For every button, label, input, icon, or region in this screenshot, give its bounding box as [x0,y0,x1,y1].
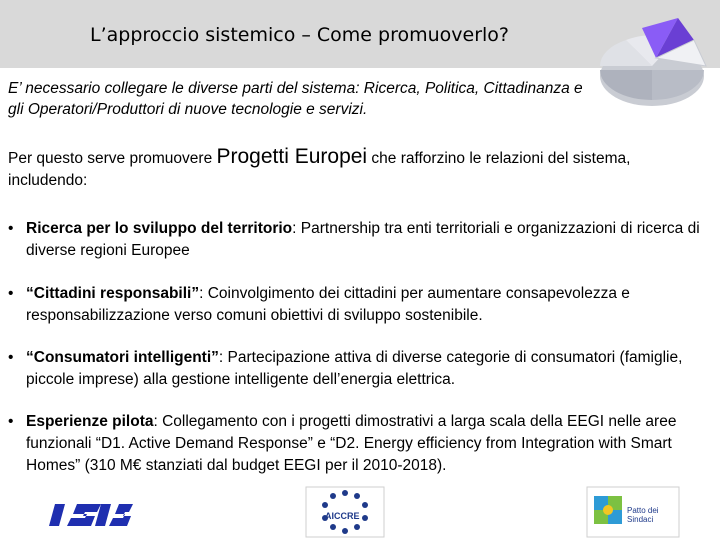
bullet-dot: • [8,285,14,302]
bullet-item [8,411,713,477]
aiccre-logo-text: AICCRE [325,511,360,521]
isis-logo-icon [45,500,135,528]
bullet-body: : Partecipazione attiva di diverse categorie di consumatori (famiglie, piccole imprese) alla gestione intelligente dell’energia elettrica. [26,349,683,388]
bullet-dot: • [8,413,14,430]
bullet-body: : Collegamento con i progetti dimostrativi a larga scala della EEGI nelle aree funzionali “D1. Active Demand Response” e “D2. Energy efficiency from Integration with Smart Homes” (310 M€ stanziati dal budget EEGI per il 2010-2018). [26,413,677,474]
pie-chart-icon [586,10,718,118]
paragraph-before: Per questo serve promuovere [8,150,217,167]
bullet-body: : Partnership tra enti territoriali e organizzazioni di ricerca di diverse regioni Europee [26,220,700,259]
main-paragraph [8,146,713,192]
bullet-head: Ricerca per lo sviluppo del territorio [26,220,293,237]
intro-text: E’ necessario collegare le diverse parti del sistema: Ricerca, Politica, Cittadinanza e gli Operatori/Produttori di nuove tecnologie e servizi. [8,80,583,118]
bullet-head: “Consumatori intelligenti” [26,349,219,366]
patto-sindaci-logo-text: Patto dei Sindaci [627,506,659,524]
bullet-head: Esperienze pilota [26,413,154,430]
bullet-item [8,347,713,391]
bullet-body: : Coinvolgimento dei cittadini per aumentare consapevolezza e responsabilizzazione verso comuni obiettivi di sviluppo sostenibile. [26,285,630,324]
paragraph-emphasis: Progetti Europei [216,145,368,168]
bullet-dot: • [8,349,14,366]
bullet-item [8,218,713,262]
bullet-dot: • [8,220,14,237]
paragraph-after: che rafforzino le relazioni del sistema, includendo: [8,150,631,189]
slide-title: L’approccio sistemico – Come promuoverlo? [90,24,510,46]
bullet-head: “Cittadini responsabili” [26,285,200,302]
bullet-item [8,283,713,327]
